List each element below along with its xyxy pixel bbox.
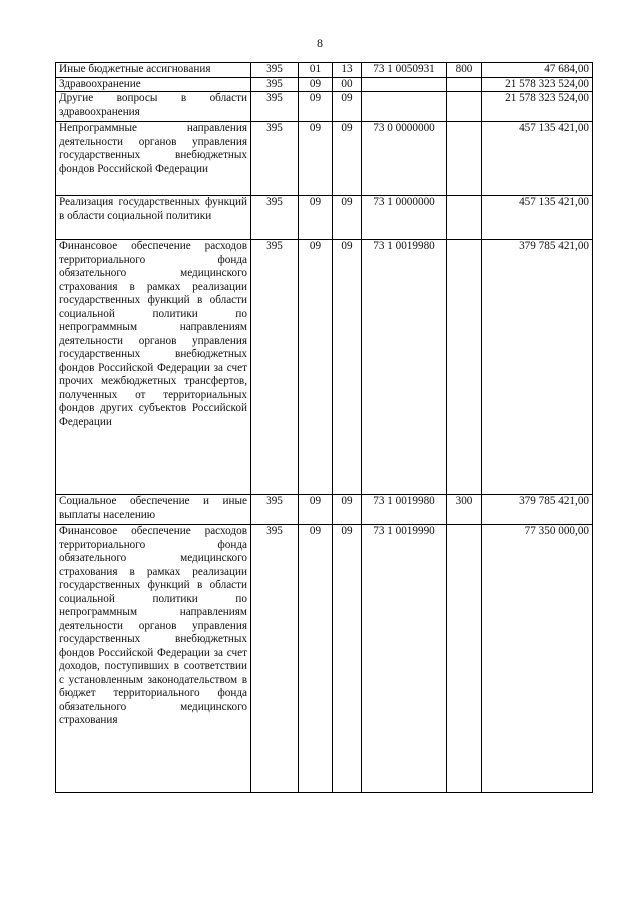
- row-amount: 457 135 421,00: [482, 122, 593, 196]
- table-row: [56, 92, 593, 122]
- row-name: Финансовое обеспечение расходов территориального фонда обязательного медицинского страхования в рамках реализации государственных функций в области социальной политики по непрограммным направлениям деятельности органов управления государственных внебюджетных фондов Российской Федерации за счет прочих межбюджетных трансфертов, полученных от территориальных фондов других субъектов Российской Федерации: [56, 240, 251, 495]
- row-grbs: 395: [251, 525, 299, 793]
- row-name: Здравоохранение: [56, 77, 251, 92]
- row-rz: 01: [299, 63, 333, 78]
- table-row: [56, 240, 593, 495]
- row-rz: 09: [299, 92, 333, 122]
- row-rz: 09: [299, 240, 333, 495]
- row-rz: 09: [299, 196, 333, 240]
- row-name: Иные бюджетные ассигнования: [56, 63, 251, 78]
- row-pr: 09: [333, 240, 362, 495]
- row-csr: [362, 77, 447, 92]
- row-vr: 800: [447, 63, 482, 78]
- table-row: [56, 122, 593, 196]
- row-amount: 379 785 421,00: [482, 240, 593, 495]
- table-row: [56, 63, 593, 78]
- row-amount: 21 578 323 524,00: [482, 77, 593, 92]
- table-row: [56, 196, 593, 240]
- table-row: [56, 525, 593, 793]
- row-grbs: 395: [251, 196, 299, 240]
- row-csr: 73 1 0019980: [362, 240, 447, 495]
- row-amount: 379 785 421,00: [482, 495, 593, 525]
- page-number: 8: [317, 36, 323, 50]
- row-pr: 13: [333, 63, 362, 78]
- row-amount: 47 684,00: [482, 63, 593, 78]
- row-pr: 09: [333, 122, 362, 196]
- row-grbs: 395: [251, 495, 299, 525]
- row-grbs: 395: [251, 240, 299, 495]
- budget-table: [55, 62, 593, 793]
- row-csr: 73 1 0050931: [362, 63, 447, 78]
- row-csr: 73 1 0000000: [362, 196, 447, 240]
- row-grbs: 395: [251, 92, 299, 122]
- row-pr: 09: [333, 525, 362, 793]
- row-csr: 73 1 0019990: [362, 525, 447, 793]
- row-grbs: 395: [251, 77, 299, 92]
- row-rz: 09: [299, 77, 333, 92]
- row-amount: 457 135 421,00: [482, 196, 593, 240]
- row-vr: [447, 77, 482, 92]
- row-vr: [447, 92, 482, 122]
- row-name: Другие вопросы в области здравоохранения: [56, 92, 251, 122]
- row-amount: 77 350 000,00: [482, 525, 593, 793]
- row-vr: 300: [447, 495, 482, 525]
- row-rz: 09: [299, 525, 333, 793]
- row-rz: 09: [299, 495, 333, 525]
- row-rz: 09: [299, 122, 333, 196]
- row-vr: [447, 122, 482, 196]
- table-row: [56, 77, 593, 92]
- row-grbs: 395: [251, 122, 299, 196]
- row-pr: 09: [333, 495, 362, 525]
- row-name: Непрограммные направления деятельности органов управления государственных внебюджетных фондов Российской Федерации: [56, 122, 251, 196]
- row-vr: [447, 525, 482, 793]
- row-pr: 09: [333, 92, 362, 122]
- row-csr: [362, 92, 447, 122]
- row-csr: 73 0 0000000: [362, 122, 447, 196]
- row-amount: 21 578 323 524,00: [482, 92, 593, 122]
- row-name: Социальное обеспечение и иные выплаты населению: [56, 495, 251, 525]
- row-vr: [447, 196, 482, 240]
- row-grbs: 395: [251, 63, 299, 78]
- row-csr: 73 1 0019980: [362, 495, 447, 525]
- row-vr: [447, 240, 482, 495]
- row-name: Реализация государственных функций в области социальной политики: [56, 196, 251, 240]
- row-pr: 00: [333, 77, 362, 92]
- table-row: [56, 495, 593, 525]
- row-pr: 09: [333, 196, 362, 240]
- row-name: Финансовое обеспечение расходов территориального фонда обязательного медицинского страхования в рамках реализации государственных функций в области социальной политики по непрограммным направлениям деятельности органов управления государственных внебюджетных фондов Российской Федерации за счет доходов, поступивших в соответствии с установленным законодательством в бюджет территориального фонда обязательного медицинского страхования: [56, 525, 251, 793]
